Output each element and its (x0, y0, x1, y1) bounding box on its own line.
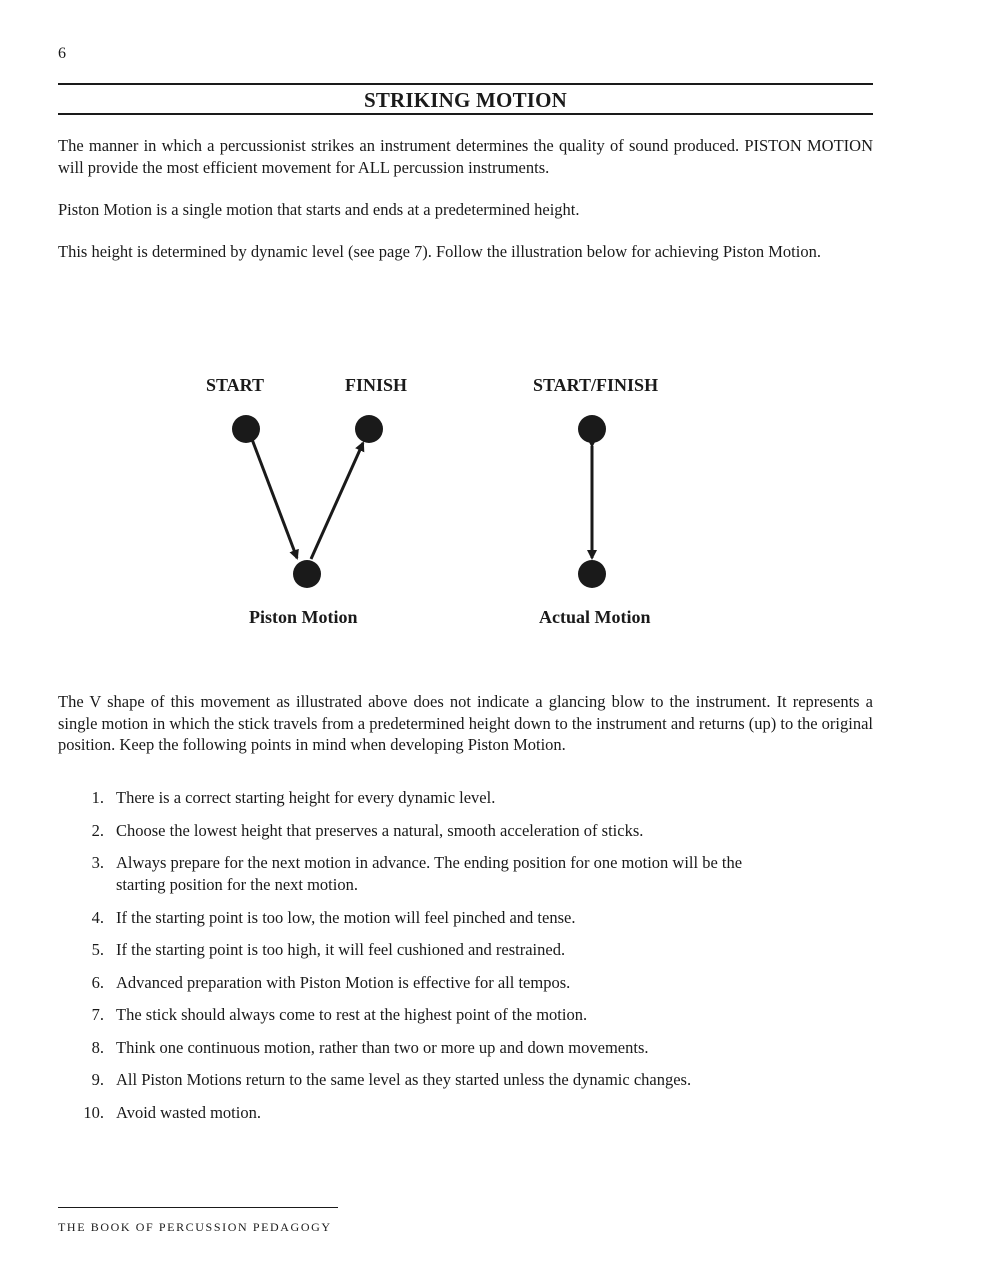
up-stroke-arrow (311, 443, 363, 559)
footer-book-title: THE BOOK OF PERCUSSION PEDAGOGY (58, 1220, 332, 1234)
list-item (58, 1069, 776, 1091)
definition-paragraph: Piston Motion is a single motion that starts and ends at a predetermined height. (58, 200, 580, 219)
diagram-graphic (0, 360, 989, 650)
list-item (58, 820, 776, 842)
list-item (58, 787, 776, 809)
strike-point (293, 560, 321, 588)
list-item (58, 1037, 776, 1059)
list-item-number: 3. (91, 853, 104, 872)
list-item-number: 10. (83, 1102, 104, 1122)
list-item-text: There is a correct starting height for every dynamic level. (116, 788, 496, 807)
start-finish-label: START/FINISH (533, 375, 659, 395)
explanation-paragraph: The V shape of this movement as illustrated above does not indicate a glancing blow to the instrument. It represents a single motion in which the stick travels from a predetermined height down to the instrument and returns (up) to the original position. Keep the following points in mind when developing Piston Motion. (58, 692, 873, 754)
title-bottom-rule (58, 113, 873, 115)
piston-motion-diagram (0, 360, 989, 650)
list-item-text: Avoid wasted motion. (116, 1102, 261, 1122)
list-item-text: Advanced preparation with Piston Motion is effective for all tempos. (116, 972, 571, 992)
list-item-text: The stick should always come to rest at the highest point of the motion. (116, 1005, 588, 1024)
down-stroke-arrow (250, 434, 297, 558)
list-item-number: 9. (91, 1070, 104, 1089)
page-number: 6 (58, 45, 66, 62)
list-item (58, 972, 776, 994)
actual-motion-caption: Actual Motion (539, 607, 651, 627)
list-item (58, 939, 776, 961)
start-finish-point (578, 415, 606, 443)
section-title: STRIKING MOTION (363, 88, 568, 112)
actual-strike-point (578, 560, 606, 588)
list-item-text: If the starting point is too high, it will feel cushioned and restrained. (116, 940, 566, 959)
list-item (58, 1102, 776, 1124)
intro-paragraph: The manner in which a percussionist strikes an instrument determines the quality of sound produced. PISTON MOTION will provide the most efficient movement for ALL percussion instruments. (58, 136, 873, 177)
finish-point (355, 415, 383, 443)
title-top-rule (58, 83, 873, 85)
list-item-number: 8. (91, 1037, 104, 1057)
list-item-number: 4. (91, 907, 104, 927)
list-item-number: 5. (91, 940, 104, 959)
piston-motion-caption: Piston Motion (249, 607, 358, 627)
list-item-number: 7. (91, 1005, 104, 1024)
list-item-number: 2. (91, 820, 104, 840)
list-item-text: All Piston Motions return to the same level as they started unless the dynamic changes. (116, 1070, 692, 1089)
list-item (58, 1004, 776, 1026)
list-item-text: Think one continuous motion, rather than two or more up and down movements. (116, 1037, 649, 1057)
points-list (58, 787, 873, 1134)
list-item (58, 907, 776, 929)
list-item-text: Choose the lowest height that preserves a natural, smooth acceleration of sticks. (116, 820, 644, 840)
start-point (232, 415, 260, 443)
footer-rule (58, 1207, 338, 1208)
list-item-text: If the starting point is too low, the motion will feel pinched and tense. (116, 907, 576, 927)
list-item (58, 852, 776, 896)
list-item-number: 6. (91, 972, 104, 992)
list-item-number: 1. (91, 788, 104, 807)
list-item-text: Always prepare for the next motion in advance. The ending position for one motion will be the starting position for the next motion. (116, 853, 743, 894)
start-label: START (206, 375, 265, 395)
finish-label: FINISH (345, 375, 408, 395)
height-paragraph: This height is determined by dynamic level (see page 7). Follow the illustration below for achieving Piston Motion. (58, 242, 821, 261)
